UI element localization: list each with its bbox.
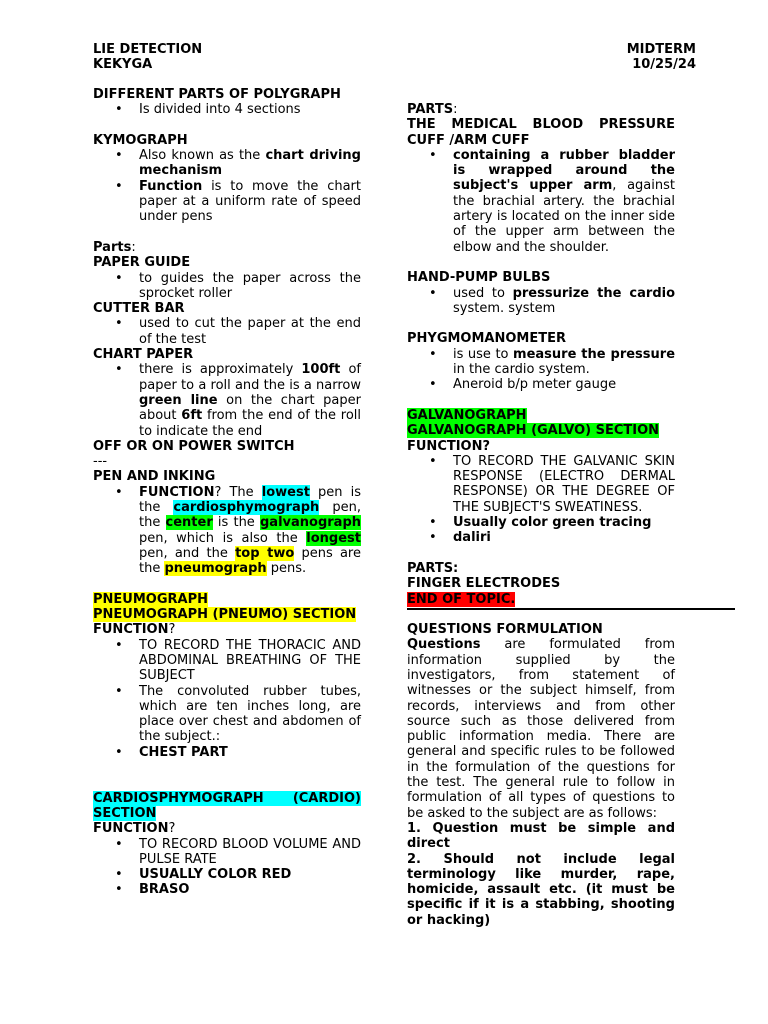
end-of-topic: END OF TOPIC. [407,591,516,607]
phygmo-heading: PHYGMOMANOMETER [407,331,566,347]
list-item: • Function is to move the chart paper at a uniform rate of speed under pens [93,179,361,225]
galvano-function: FUNCTION? [407,438,491,454]
left-column [93,87,361,898]
highlight-pneumo: pneumograph [164,561,267,577]
cardio-list [93,837,361,898]
term-label: MIDTERM [626,42,696,57]
section-divider [407,608,735,610]
highlight-center: center [165,515,213,531]
list-item: • TO RECORD THE THORACIC AND ABDOMINAL BREATHING OF THE SUBJECT [93,638,361,684]
list-item: • Also known as the chart driving mechanism [93,148,361,179]
section-title: DIFFERENT PARTS OF POLYGRAPH [93,87,341,102]
questions-heading: QUESTIONS FORMULATION [407,622,603,638]
list-item: • TO RECORD THE GALVANIC SKIN RESPONSE (ELECTRO DERMAL RESPONSE) OR THE DEGREE OF THE SUBJECT'S SWEATINESS. [407,454,675,515]
date-label: 10/25/24 [632,57,696,73]
pneumo-heading-2: PNEUMOGRAPH (PNEUMO) SECTION [93,607,357,623]
header-right [600,42,696,73]
cardio-function: FUNCTION? [93,821,176,837]
list-item: • The convoluted rubber tubes, which are ten inches long, are place over chest and abdomen of the subject.: [93,684,361,745]
highlight-cardio: cardiosphymograph [173,500,320,516]
bulbs-list [407,286,675,317]
cardio-heading-cont: SECTION [93,805,157,821]
bulbs-heading: HAND-PUMP BULBS [407,270,551,286]
kymograph-list [93,148,361,224]
highlight-longest: longest [306,530,361,546]
finger-electrodes: FINGER ELECTRODES [407,576,561,592]
highlight-top-two: top two [235,545,295,561]
parts-label: Parts: [93,239,136,255]
paper-guide-heading: PAPER GUIDE [93,255,191,271]
rule-2: 2. Should not include legal terminology like murder, rape, homicide, assault etc. (it must be specific if it is a stabbing, shooting or hacking) [407,851,675,928]
cutter-bar-list [93,316,361,347]
list-item: • there is approximately 100ft of paper to a roll and the is a narrow green line on the chart paper about 6ft from the end of the roll to indicate the end [93,362,361,438]
chart-paper-list [93,362,361,438]
list-item: • daliri [407,530,675,545]
list-item: • Aneroid b/p meter gauge [407,377,675,392]
questions-body: Questions are formulated from information supplied by the investigators, from statement of witnesses or the subject himself, from records, interviews and from other source such as those delivered from public information media. There are general and specific rules to be followed in the formulation of the questions for the test. The general rule to follow in formulation of all types of questions to be asked to the subject are as follows: [407,637,675,821]
cutter-bar-heading: CUTTER BAR [93,301,185,317]
cuff-heading: THE MEDICAL BLOOD PRESSURE CUFF /ARM CUFF [407,117,675,148]
parts2-label: PARTS: [407,560,459,576]
galvano-heading-1: GALVANOGRAPH [407,407,527,423]
subject-title: LIE DETECTION [93,42,203,57]
list-item: • to guides the paper across the sprocket roller [93,271,361,302]
paper-guide-list [93,271,361,302]
list-item: • BRASO [93,882,361,897]
right-column [407,102,675,928]
list-item: • Usually color green tracing [407,515,675,530]
pneumo-heading-1: PNEUMOGRAPH [93,591,208,607]
power-switch-heading: OFF OR ON POWER SWITCH [93,438,295,454]
list-item: • is use to measure the pressure in the cardio system. [407,347,675,378]
kymograph-heading: KYMOGRAPH [93,132,188,148]
pneumo-list [93,638,361,760]
rule-1: 1. Question must be simple and direct [407,820,675,852]
list-item: • TO RECORD BLOOD VOLUME AND PULSE RATE [93,837,361,868]
header-left [93,42,202,73]
cuff-list [407,148,675,255]
intro-list [93,102,361,117]
pen-inking-list [93,485,361,577]
galvano-heading-2: GALVANOGRAPH (GALVO) SECTION [407,423,660,439]
list-item: • CHEST PART [93,745,361,760]
list-item: • used to pressurize the cardio system. system [407,286,675,317]
author-name: KEKYGA [93,57,153,73]
highlight-lowest: lowest [261,484,310,500]
dashes: --- [93,454,108,470]
list-item: • USUALLY COLOR RED [93,867,361,882]
pneumo-function: FUNCTION? [93,622,176,638]
list-item: • Is divided into 4 sections [93,102,361,117]
parts-label: PARTS: [407,102,458,117]
list-item: • FUNCTION? The lowest pen is the cardiosphymograph pen, the center is the galvanograph pen, which is also the longest pen, and the top two pens are the pneumograph pens. [93,485,361,577]
phygmo-list [407,347,675,393]
galvano-list [407,454,675,546]
chart-paper-heading: CHART PAPER [93,347,194,363]
list-item: • containing a rubber bladder is wrapped around the subject's upper arm, against the brachial artery. the brachial artery is located on the inner side of the upper arm between the elbow and the shoulder. [407,148,675,255]
cardio-heading: CARDIOSPHYMOGRAPH (CARDIO) [93,790,361,806]
pen-inking-heading: PEN AND INKING [93,469,216,485]
highlight-galvano: galvanograph [259,515,362,531]
list-item: • used to cut the paper at the end of the test [93,316,361,347]
